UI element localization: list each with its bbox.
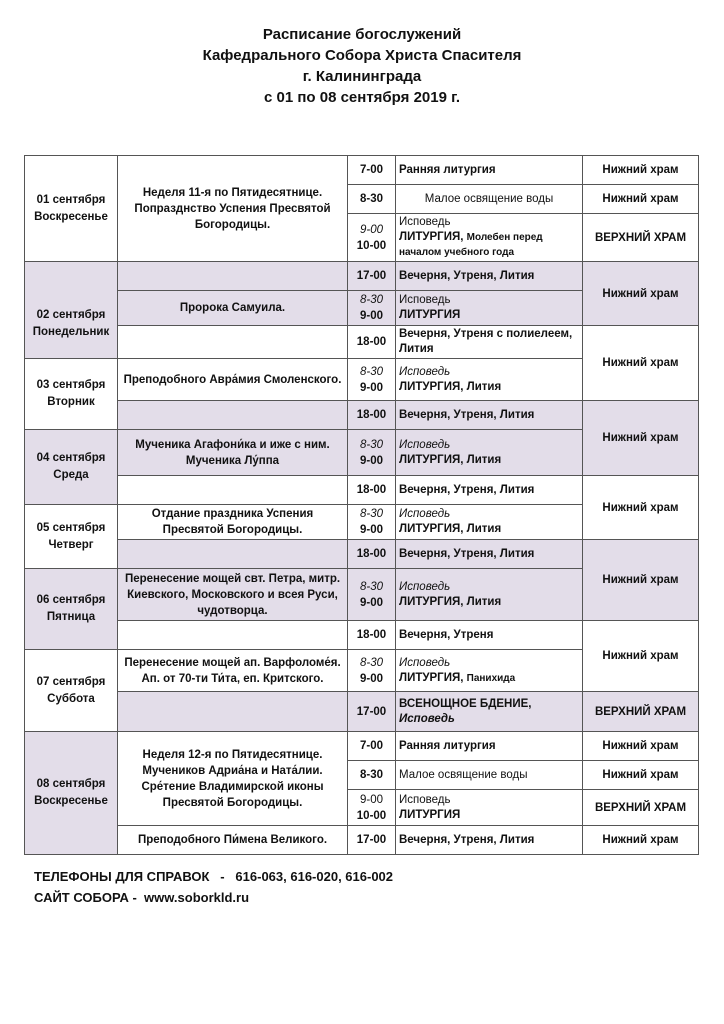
phones-line: ТЕЛЕФОНЫ ДЛЯ СПРАВОК - 616-063, 616-020, 616-002 — [34, 869, 394, 884]
feast-cell: Преподобного Авра́мия Смоленского. — [118, 359, 348, 401]
time-cell: 18-00 — [348, 540, 396, 569]
service-cell: Вечерня, Утреня с полиелеем, Лития — [396, 326, 583, 359]
time-cell: 18-00 — [348, 621, 396, 650]
service-cell: Исповедь ЛИТУРГИЯ, Панихида — [396, 650, 583, 692]
service-cell: Вечерня, Утреня, Лития — [396, 262, 583, 291]
table-row — [25, 826, 699, 855]
service-cell: Исповедь ЛИТУРГИЯ, Лития — [396, 430, 583, 476]
table-row — [25, 732, 699, 761]
time-cell: 18-00 — [348, 401, 396, 430]
time-cell: 17-00 — [348, 826, 396, 855]
date-cell: 08 сентября Воскресенье — [25, 732, 118, 855]
time-cell: 9-00 10-00 — [348, 214, 396, 262]
document-title — [0, 24, 724, 108]
feast-cell: Перенесение мощей ап. Варфоломе́я. Ап. от 70-ти Ти́та, еп. Критского. — [118, 650, 348, 692]
time-cell: 17-00 — [348, 262, 396, 291]
feast-cell — [118, 401, 348, 430]
service-cell: Исповедь ЛИТУРГИЯ, Лития — [396, 569, 583, 621]
temple-cell: Нижний храм — [583, 156, 699, 185]
service-cell: Вечерня, Утреня, Лития — [396, 826, 583, 855]
service-cell: Исповедь ЛИТУРГИЯ, Молебен перед началом учебного года — [396, 214, 583, 262]
date-cell: 07 сентября Суббота — [25, 650, 118, 732]
table-row — [25, 692, 699, 732]
date-cell: 03 сентября Вторник — [25, 359, 118, 430]
temple-cell: Нижний храм — [583, 476, 699, 540]
service-cell: Малое освящение воды — [396, 185, 583, 214]
service-cell: Исповедь ЛИТУРГИЯ — [396, 790, 583, 826]
feast-cell: Неделя 12-я по Пятидесятнице. Мучеников Адриа́на и Ната́лии. Сре́тение Владимирской иконы Пресвятой Богородицы. — [118, 732, 348, 826]
date-cell: 06 сентября Пятница — [25, 569, 118, 650]
temple-cell: Нижний храм — [583, 540, 699, 621]
time-cell: 8-30 9-00 — [348, 291, 396, 326]
website-line: САЙТ СОБОРА - www.soborkld.ru — [34, 890, 250, 905]
feast-cell — [118, 476, 348, 505]
table-row — [25, 401, 699, 430]
feast-cell: Пророка Самуила. — [118, 291, 348, 326]
schedule-table — [24, 155, 699, 855]
temple-cell: Нижний храм — [583, 732, 699, 761]
temple-cell: Нижний храм — [583, 621, 699, 692]
time-cell: 9-00 10-00 — [348, 790, 396, 826]
time-cell: 8-30 9-00 — [348, 505, 396, 540]
service-cell: Вечерня, Утреня, Лития — [396, 401, 583, 430]
time-cell: 8-30 — [348, 761, 396, 790]
service-cell: Ранняя литургия — [396, 156, 583, 185]
date-cell: 04 сентября Среда — [25, 430, 118, 505]
service-cell: Вечерня, Утреня, Лития — [396, 476, 583, 505]
temple-cell: Нижний храм — [583, 326, 699, 401]
feast-cell: Отдание праздника Успения Пресвятой Богородицы. — [118, 505, 348, 540]
service-cell: Малое освящение воды — [396, 761, 583, 790]
feast-cell — [118, 621, 348, 650]
table-row — [25, 621, 699, 650]
table-row — [25, 476, 699, 505]
service-cell: Исповедь ЛИТУРГИЯ, Лития — [396, 359, 583, 401]
table-row — [25, 540, 699, 569]
feast-cell — [118, 326, 348, 359]
table-row — [25, 326, 699, 359]
date-cell: 05 сентября Четверг — [25, 505, 118, 569]
service-cell: ВСЕНОЩНОЕ БДЕНИЕ, Исповедь — [396, 692, 583, 732]
temple-cell: Нижний храм — [583, 401, 699, 476]
time-cell: 8-30 9-00 — [348, 650, 396, 692]
time-cell: 7-00 — [348, 156, 396, 185]
service-cell: Исповедь ЛИТУРГИЯ, Лития — [396, 505, 583, 540]
service-cell: Вечерня, Утреня — [396, 621, 583, 650]
time-cell: 8-30 9-00 — [348, 430, 396, 476]
title-line-2: Кафедрального Собора Христа Спасителя — [202, 47, 522, 64]
contacts-footer — [34, 866, 393, 908]
time-cell: 7-00 — [348, 732, 396, 761]
title-line-1: Расписание богослужений — [262, 26, 462, 43]
table-row — [25, 156, 699, 185]
feast-cell: Перенесение мощей свт. Петра, митр. Киевского, Московского и всея Руси, чудотворца. — [118, 569, 348, 621]
date-cell: 01 сентября Воскресенье — [25, 156, 118, 262]
title-line-4: с 01 по 08 сентября 2019 г. — [263, 89, 461, 106]
table-row — [25, 262, 699, 291]
temple-cell: ВЕРХНИЙ ХРАМ — [583, 214, 699, 262]
date-cell — [25, 262, 118, 291]
temple-cell: ВЕРХНИЙ ХРАМ — [583, 692, 699, 732]
temple-cell: Нижний храм — [583, 185, 699, 214]
feast-cell — [118, 692, 348, 732]
time-cell: 8-30 — [348, 185, 396, 214]
time-cell: 17-00 — [348, 692, 396, 732]
feast-cell: Неделя 11-я по Пятидесятнице. Попразднство Успения Пресвятой Богородицы. — [118, 156, 348, 262]
feast-cell — [118, 262, 348, 291]
feast-cell: Мученика Агафони́ка и иже с ним. Мученика Лу́ппа — [118, 430, 348, 476]
service-cell: Вечерня, Утреня, Лития — [396, 540, 583, 569]
time-cell: 18-00 — [348, 476, 396, 505]
feast-cell: Преподобного Пи́мена Великого. — [118, 826, 348, 855]
temple-cell: Нижний храм — [583, 826, 699, 855]
time-cell: 8-30 9-00 — [348, 569, 396, 621]
temple-cell: ВЕРХНИЙ ХРАМ — [583, 790, 699, 826]
service-cell: Исповедь ЛИТУРГИЯ — [396, 291, 583, 326]
feast-cell — [118, 540, 348, 569]
temple-cell: Нижний храм — [583, 262, 699, 326]
date-cell: 02 сентября Понедельник — [25, 291, 118, 359]
time-cell: 8-30 9-00 — [348, 359, 396, 401]
service-cell: Ранняя литургия — [396, 732, 583, 761]
title-line-3: г. Калининграда — [302, 68, 422, 85]
temple-cell: Нижний храм — [583, 761, 699, 790]
time-cell: 18-00 — [348, 326, 396, 359]
